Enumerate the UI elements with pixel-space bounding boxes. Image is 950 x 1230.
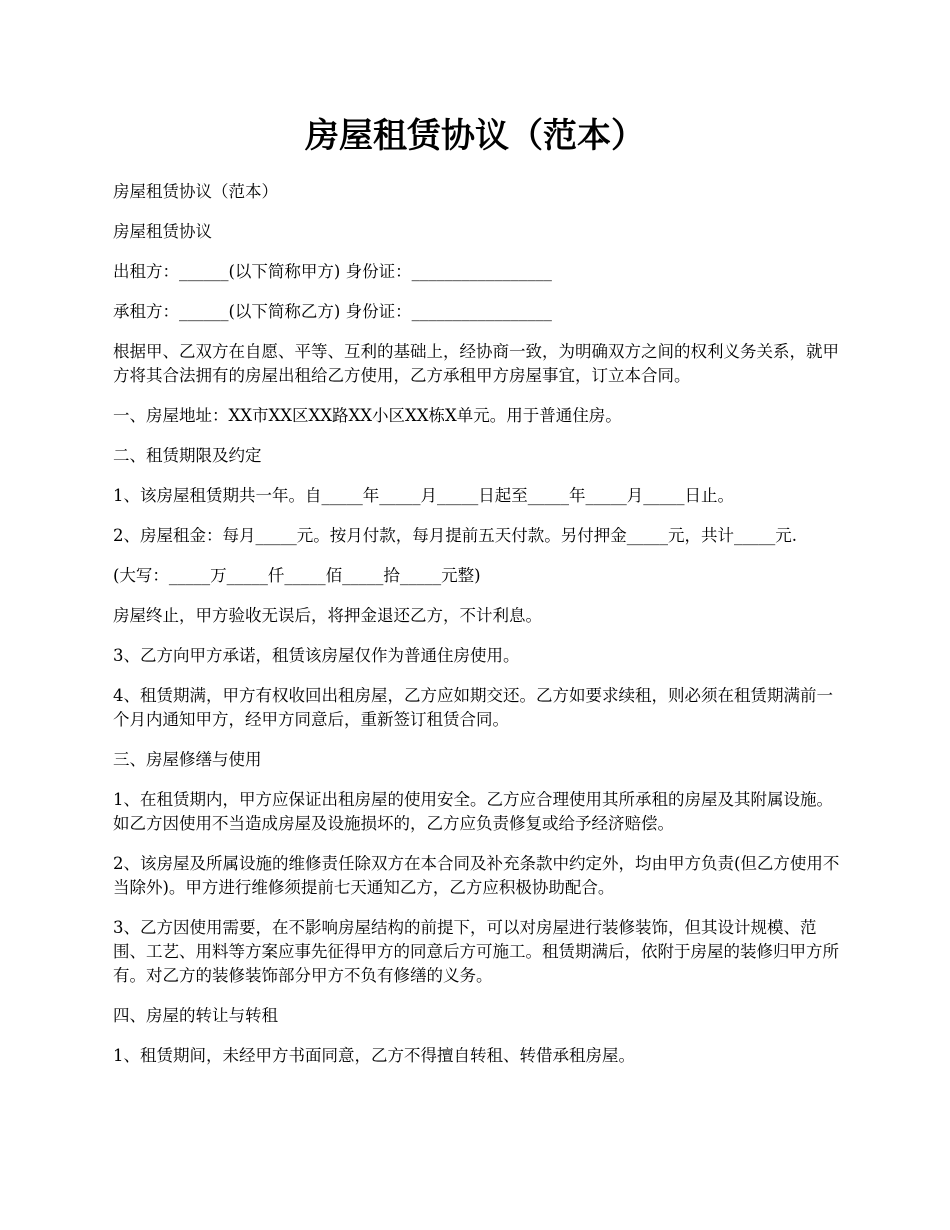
clause-3-1-safety: 1、在租赁期内，甲方应保证出租房屋的使用安全。乙方应合理使用其所承租的房屋及其附属设施。如乙方因使用不当造成房屋及设施损坏的，乙方应负责修复或给予经济赔偿。 bbox=[113, 790, 833, 833]
clause-3-2-repairs: 2、该房屋及所属设施的维修责任除双方在本合同及补充条款中约定外，均由甲方负责(但乙方使用不当除外)。甲方进行维修须提前七天通知乙方，乙方应积极协助配合。 bbox=[113, 854, 840, 897]
section-1-address: 一、房屋地址：XX市XX区XX路XX小区XX栋X单元。用于普通住房。 bbox=[113, 406, 622, 425]
clause-2-1-term: 1、该房屋租赁期共一年。自_____年_____月_____日起至_____年_____月_____日止。 bbox=[113, 486, 734, 505]
agreement-name-line: 房屋租赁协议 bbox=[113, 222, 212, 241]
clause-2-2-rent: 2、房屋租金：每月_____元。按月付款，每月提前五天付款。另付押金_____元，共计_____元. bbox=[113, 526, 797, 545]
section-2-heading: 二、租赁期限及约定 bbox=[113, 446, 262, 465]
deposit-refund-line: 房屋终止，甲方验收无误后，将押金退还乙方，不计利息。 bbox=[113, 606, 542, 625]
preamble-paragraph: 根据甲、乙双方在自愿、平等、互利的基础上，经协商一致，为明确双方之间的权利义务关系，就甲方将其合法拥有的房屋出租给乙方使用，乙方承租甲方房屋事宜，订立本合同。 bbox=[113, 342, 839, 385]
amount-in-words-line: (大写：_____万_____仟_____佰_____拾_____元整) bbox=[113, 566, 481, 585]
clause-2-4-renewal: 4、租赁期满，甲方有权收回出租房屋，乙方应如期交还。乙方如要求续租，则必须在租赁期满前一个月内通知甲方，经甲方同意后，重新签订租赁合同。 bbox=[113, 686, 833, 729]
clause-2-3-use: 3、乙方向甲方承诺，租赁该房屋仅作为普通住房使用。 bbox=[113, 646, 520, 665]
document-body bbox=[113, 180, 843, 1084]
subtitle-line: 房屋租赁协议（范本） bbox=[113, 182, 278, 201]
clause-3-3-decoration: 3、乙方因使用需要，在不影响房屋结构的前提下，可以对房屋进行装修装饰，但其设计规模、范围、工艺、用料等方案应事先征得甲方的同意后方可施工。租赁期满后，依附于房屋的装修归甲方所有。对乙方的装修装饰部分甲方不负有修缮的义务。 bbox=[113, 918, 839, 985]
lessor-line: 出租方：______(以下简称甲方) 身份证：_________________ bbox=[113, 262, 552, 281]
lessee-line: 承租方：______(以下简称乙方) 身份证：_________________ bbox=[113, 302, 552, 321]
section-3-heading: 三、房屋修缮与使用 bbox=[113, 750, 262, 769]
document-title: 房屋租赁协议（范本） bbox=[305, 116, 645, 156]
clause-4-1-sublet: 1、租赁期间，未经甲方书面同意，乙方不得擅自转租、转借承租房屋。 bbox=[113, 1046, 635, 1065]
section-4-heading: 四、房屋的转让与转租 bbox=[113, 1006, 278, 1025]
